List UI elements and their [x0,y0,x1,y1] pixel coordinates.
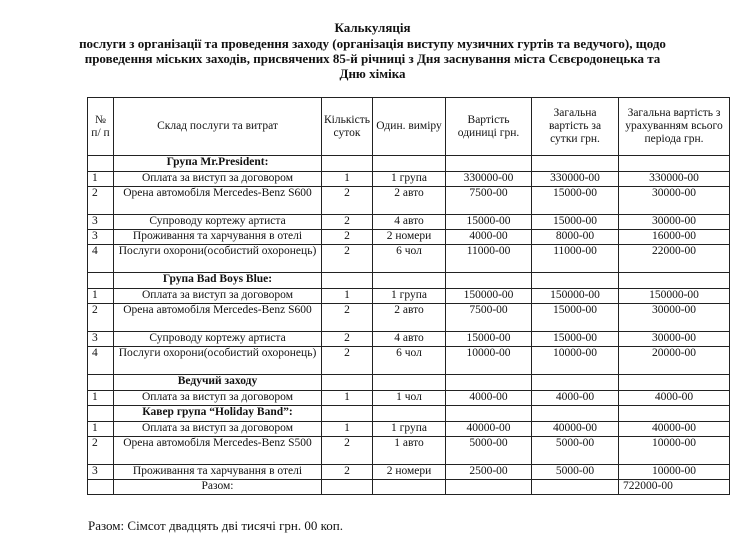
cell-period-total: 330000-00 [619,172,730,187]
cell-empty [446,375,532,391]
table-row [88,332,730,347]
cell-group-name: Група Bad Boys Blue: [114,273,322,289]
cell-group-name: Група Mr.President: [114,156,322,172]
cell-description: Орена автомобіля Mercedes-Benz S500 [114,437,322,465]
cell-empty [322,480,373,495]
cell-unit: 1 чол [373,391,446,406]
cell-days: 1 [322,289,373,304]
cell-empty [373,480,446,495]
cell-empty [619,156,730,172]
cell-number: 3 [88,332,114,347]
cell-days: 2 [322,304,373,332]
cell-daily-total: 15000-00 [532,332,619,347]
cell-unit-price: 10000-00 [446,347,532,375]
cell-description: Супроводу кортежу артиста [114,215,322,230]
calculation-table [87,97,730,495]
cell-daily-total: 330000-00 [532,172,619,187]
cell-number [88,375,114,391]
cell-description: Оплата за виступ за договором [114,289,322,304]
header-cell-daily-total: Загальна вартість за сутки грн. [532,98,619,156]
cell-daily-total: 15000-00 [532,187,619,215]
cell-period-total: 16000-00 [619,230,730,245]
cell-description: Орена автомобіля Mercedes-Benz S600 [114,187,322,215]
cell-description: Послуги охорони(особистий охоронець) [114,245,322,273]
table-row [88,437,730,465]
cell-group-name: Кавер група “Holiday Band”: [114,406,322,422]
cell-unit-price: 11000-00 [446,245,532,273]
total-in-words: Разом: Сімсот двадцять дві тисячі грн. 00 коп. [88,518,344,533]
cell-empty [322,156,373,172]
cell-period-total: 40000-00 [619,422,730,437]
cell-number: 3 [88,230,114,245]
cell-number: 2 [88,304,114,332]
table-group-row [88,406,730,422]
cell-daily-total: 150000-00 [532,289,619,304]
table-row [88,289,730,304]
cell-empty [322,375,373,391]
table-row [88,187,730,215]
cell-daily-total: 11000-00 [532,245,619,273]
cell-unit: 2 авто [373,187,446,215]
cell-period-total: 30000-00 [619,187,730,215]
document-subtitle-line-3: Дню хіміка [339,66,406,81]
cell-empty [532,273,619,289]
header-cell-period-total: Загальна вартість з урахуванням всього періода грн. [619,98,730,156]
cell-days: 2 [322,332,373,347]
table-row [88,215,730,230]
cell-unit-price: 40000-00 [446,422,532,437]
cell-period-total: 30000-00 [619,215,730,230]
cell-days: 2 [322,437,373,465]
cell-empty [619,406,730,422]
cell-unit: 4 авто [373,215,446,230]
cell-group-name: Ведучий заходу [114,375,322,391]
cell-unit-price: 4000-00 [446,391,532,406]
cell-description: Орена автомобіля Mercedes-Benz S600 [114,304,322,332]
cell-unit: 4 авто [373,332,446,347]
header-cell-unit: Один. виміру [373,98,446,156]
cell-empty [322,406,373,422]
cell-unit: 2 номери [373,230,446,245]
cell-period-total: 10000-00 [619,437,730,465]
table-row [88,422,730,437]
cell-number: 1 [88,391,114,406]
cell-days: 2 [322,245,373,273]
document-title: Калькуляція [334,20,411,35]
cell-empty [532,156,619,172]
cell-empty [619,375,730,391]
table-row [88,391,730,406]
cell-number [88,156,114,172]
table-sum-row [88,480,730,495]
cell-period-total: 30000-00 [619,332,730,347]
cell-description: Послуги охорони(особистий охоронець) [114,347,322,375]
cell-unit-price: 2500-00 [446,465,532,480]
cell-unit-price: 15000-00 [446,215,532,230]
cell-empty [619,273,730,289]
table-row [88,465,730,480]
cell-daily-total: 15000-00 [532,215,619,230]
cell-empty [532,406,619,422]
cell-number: 2 [88,187,114,215]
cell-daily-total: 4000-00 [532,391,619,406]
cell-empty [373,273,446,289]
cell-unit-price: 15000-00 [446,332,532,347]
cell-description: Оплата за виступ за договором [114,391,322,406]
cell-days: 2 [322,465,373,480]
cell-description: Оплата за виступ за договором [114,172,322,187]
cell-unit: 1 група [373,289,446,304]
cell-unit: 1 група [373,172,446,187]
cell-days: 1 [322,422,373,437]
cell-unit-price: 7500-00 [446,187,532,215]
table-header-row [88,98,730,156]
header-cell-days: Кількість суток [322,98,373,156]
cell-number [88,273,114,289]
table-group-row [88,375,730,391]
header-cell-unit-price: Вартість одиниці грн. [446,98,532,156]
cell-empty [446,480,532,495]
cell-empty [532,480,619,495]
table-row [88,172,730,187]
cell-daily-total: 5000-00 [532,465,619,480]
table-group-row [88,156,730,172]
cell-days: 2 [322,187,373,215]
cell-number [88,406,114,422]
table-row [88,230,730,245]
header-cell-number: № п/ п [88,98,114,156]
cell-number: 3 [88,465,114,480]
cell-period-total: 20000-00 [619,347,730,375]
cell-empty [446,406,532,422]
cell-empty [446,156,532,172]
cell-number: 2 [88,437,114,465]
cell-number: 1 [88,172,114,187]
cell-unit-price: 5000-00 [446,437,532,465]
cell-number [88,480,114,495]
cell-unit: 2 номери [373,465,446,480]
document-subtitle-line-1: послуги з організації та проведення заходу (організація виступу музичних гуртів та ведучого), щодо [79,36,666,51]
cell-number: 1 [88,422,114,437]
cell-days: 2 [322,347,373,375]
cell-days: 1 [322,391,373,406]
cell-grand-total: 722000-00 [619,480,730,495]
table-row [88,347,730,375]
cell-daily-total: 10000-00 [532,347,619,375]
cell-days: 2 [322,230,373,245]
table-row [88,245,730,273]
cell-empty [373,156,446,172]
cell-description: Супроводу кортежу артиста [114,332,322,347]
cell-daily-total: 8000-00 [532,230,619,245]
cell-unit: 6 чол [373,347,446,375]
cell-number: 4 [88,347,114,375]
cell-unit: 2 авто [373,304,446,332]
cell-empty [322,273,373,289]
header-cell-description: Склад послуги та витрат [114,98,322,156]
table-row [88,304,730,332]
cell-empty [446,273,532,289]
cell-period-total: 22000-00 [619,245,730,273]
table-group-row [88,273,730,289]
cell-description: Проживання та харчування в отелі [114,465,322,480]
cell-unit: 6 чол [373,245,446,273]
cell-description: Оплата за виступ за договором [114,422,322,437]
cell-unit-price: 4000-00 [446,230,532,245]
cell-unit-price: 7500-00 [446,304,532,332]
document-subtitle-line-2: проведення міських заходів, присвячених 85-й річниці з Дня заснування міста Сєвєродонецька та [84,51,661,66]
cell-empty [373,375,446,391]
cell-period-total: 30000-00 [619,304,730,332]
cell-unit-price: 150000-00 [446,289,532,304]
cell-days: 2 [322,215,373,230]
cell-sum-label: Разом: [114,480,322,495]
cell-unit: 1 авто [373,437,446,465]
cell-number: 3 [88,215,114,230]
cell-daily-total: 15000-00 [532,304,619,332]
cell-days: 1 [322,172,373,187]
cell-period-total: 10000-00 [619,465,730,480]
cell-unit: 1 група [373,422,446,437]
cell-empty [373,406,446,422]
cell-unit-price: 330000-00 [446,172,532,187]
cell-daily-total: 5000-00 [532,437,619,465]
cell-number: 1 [88,289,114,304]
cell-description: Проживання та харчування в отелі [114,230,322,245]
cell-number: 4 [88,245,114,273]
cell-period-total: 4000-00 [619,391,730,406]
cell-daily-total: 40000-00 [532,422,619,437]
cell-period-total: 150000-00 [619,289,730,304]
cell-empty [532,375,619,391]
